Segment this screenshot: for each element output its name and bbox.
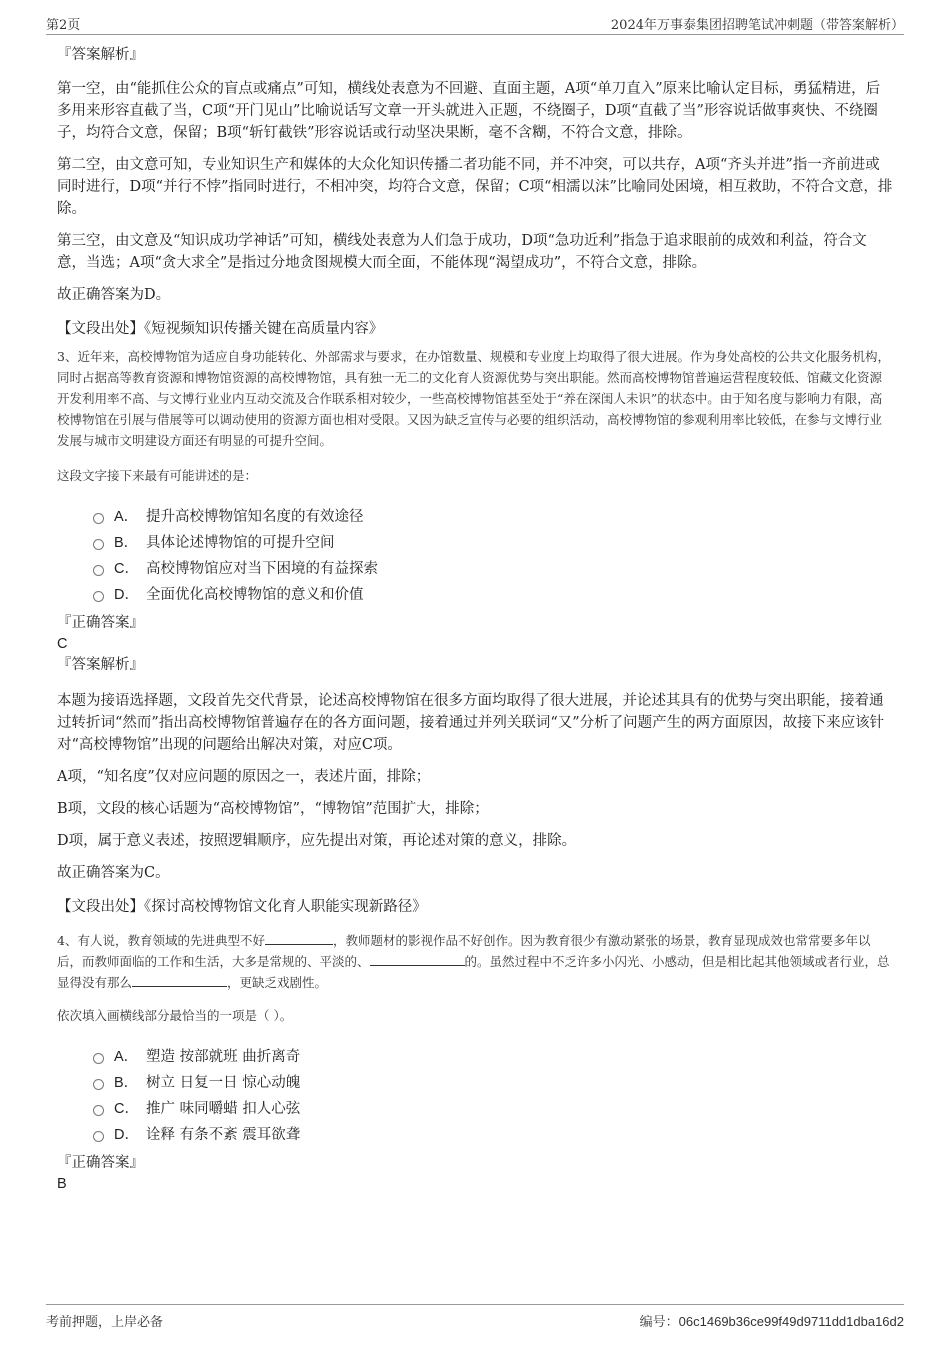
analysis-paragraph: A项，“知名度”仅对应问题的原因之一，表述片面，排除；	[57, 769, 431, 785]
option-d[interactable]: D． 诠释 有条不紊 震耳欲聋	[93, 1120, 893, 1146]
option-list	[93, 1042, 893, 1146]
question-prompt: 依次填入画横线部分最恰当的一项是（ ）。	[57, 1008, 293, 1023]
page-number: 第2页	[46, 18, 81, 33]
radio-icon[interactable]	[93, 1053, 104, 1064]
page-header	[46, 14, 904, 35]
option-c[interactable]: C． 高校博物馆应对当下困境的有益探索	[93, 554, 893, 580]
analysis-paragraph: D项，属于意义表述，按照逻辑顺序，应先提出对策，再论述对策的意义，排除。	[57, 833, 577, 849]
correct-answer-label: 『正确答案』	[57, 1155, 144, 1171]
document-title: 2024年万事泰集团招聘笔试冲刺题（带答案解析）	[610, 18, 904, 33]
fill-blank	[132, 974, 227, 987]
correct-answer-value: C	[57, 636, 68, 652]
radio-icon[interactable]	[93, 565, 104, 576]
question-stem: 3、近年来，高校博物馆为适应自身功能转化、外部需求与要求，在办馆数量、规模和专业度上均取得了很大进展。作为身处高校的公共文化服务机构，同时占据高等教育资源和博物馆资源的高校博物馆，具有独一无二的文化育人资源优势与突出职能。然而高校博物馆普遍运营程度较低、馆藏文化资源开发利用率不高、与文博行业业内互动交流及合作联系相对较少，一些高校博物馆甚至处于“养在深闺人未识”的状态中。由于知名度与影响力有限，高校博物馆在引展与借展等可以调动使用的资源方面也相对受限。又因为缺乏宣传与必要的组织活动，高校博物馆的参观利用率比较低，在参与文博行业发展与城市文明建设方面还有明显的可提升空间。	[57, 349, 890, 448]
answer-conclusion: 故正确答案为C。	[57, 865, 170, 881]
correct-answer-value: B	[57, 1176, 67, 1192]
option-b[interactable]: B． 树立 日复一日 惊心动魄	[93, 1068, 893, 1094]
radio-icon[interactable]	[93, 1105, 104, 1116]
radio-icon[interactable]	[93, 539, 104, 550]
radio-icon[interactable]	[93, 513, 104, 524]
document-code: 编号：06c1469b36ce99f49d9711dd1dba16d2	[639, 1314, 904, 1330]
analysis-paragraph: 本题为接语选择题，文段首先交代背景，论述高校博物馆在很多方面均取得了很大进展，并论述其具有的优势与突出职能，接着通过转折词“然而”指出高校博物馆普遍存在的各方面问题，接着通过并列关联词“又”分析了问题产生的两方面原因，故接下来应该针对“高校博物馆”出现的问题给出解决对策，对应C项。	[57, 693, 885, 753]
footer-slogan: 考前押题，上岸必备	[46, 1315, 164, 1330]
radio-icon[interactable]	[93, 591, 104, 602]
question-stem: 4、有人说，教育领域的先进典型不好 ，教师题材的影视作品不好创作。因为教育很少有激动紧张的场景，教育显现成效也常常要多年以后，而教师面临的工作和生活，大多是常规的、平淡的、 的。虽然过程中不乏许多小闪光、小感动，但是相比起其他领域或者行业，总显得没有那么 ，更缺乏戏剧性。	[57, 933, 890, 990]
option-a[interactable]: A． 提升高校博物馆知名度的有效途径	[93, 502, 893, 528]
radio-icon[interactable]	[93, 1079, 104, 1090]
analysis-paragraph: 第三空，由文意及“知识成功学神话”可知，横线处表意为人们急于成功，D项“急功近利”指急于追求眼前的成效和利益，符合文意，当选；A项“贪大求全”是指过分地贪图规模大而全面，不能体现“渴望成功”，不符合文意，排除。	[57, 233, 867, 271]
option-a[interactable]: A． 塑造 按部就班 曲折离奇	[93, 1042, 893, 1068]
question-prompt: 这段文字接下来最有可能讲述的是：	[57, 468, 258, 483]
page-content	[57, 44, 893, 1194]
option-d[interactable]: D． 全面优化高校博物馆的意义和价值	[93, 580, 893, 606]
source-citation: 【文段出处】《探讨高校博物馆文化育人职能实现新路径》	[57, 899, 427, 915]
page-footer	[46, 1304, 904, 1329]
analysis-paragraph: 第二空，由文意可知，专业知识生产和媒体的大众化知识传播二者功能不同，并不冲突，可以共存，A项“齐头并进”指一齐前进或同时进行，D项“并行不悖”指同时进行，不相冲突，均符合文意，保留；C项“相濡以沫”比喻同处困境，相互救助，不符合文意，排除。	[57, 157, 893, 217]
analysis-paragraph: 第一空，由“能抓住公众的盲点或痛点”可知，横线处表意为不回避、直面主题，A项“单刀直入”原来比喻认定目标，勇猛精进，后多用来形容直截了当，C项“开门见山”比喻说话写文章一开头就进入正题，不绕圈子，D项“直截了当”形容说话做事爽快、不绕圈子，均符合文意，保留；B项“斩钉截铁”形容说话或行动坚决果断，毫不含糊，不符合文意，排除。	[57, 81, 881, 141]
correct-answer-label: 『正确答案』	[57, 615, 144, 631]
source-citation: 【文段出处】《短视频知识传播关键在高质量内容》	[57, 321, 384, 337]
analysis-label: 『答案解析』	[57, 657, 144, 673]
option-b[interactable]: B． 具体论述博物馆的可提升空间	[93, 528, 893, 554]
analysis-label: 『答案解析』	[57, 47, 144, 63]
radio-icon[interactable]	[93, 1131, 104, 1142]
option-c[interactable]: C． 推广 味同嚼蜡 扣人心弦	[93, 1094, 893, 1120]
analysis-paragraph: B项，文段的核心话题为“高校博物馆”，“博物馆”范围扩大，排除；	[57, 801, 489, 817]
fill-blank	[370, 953, 465, 966]
answer-conclusion: 故正确答案为D。	[57, 287, 171, 303]
fill-blank	[265, 932, 333, 945]
option-list	[93, 502, 893, 606]
